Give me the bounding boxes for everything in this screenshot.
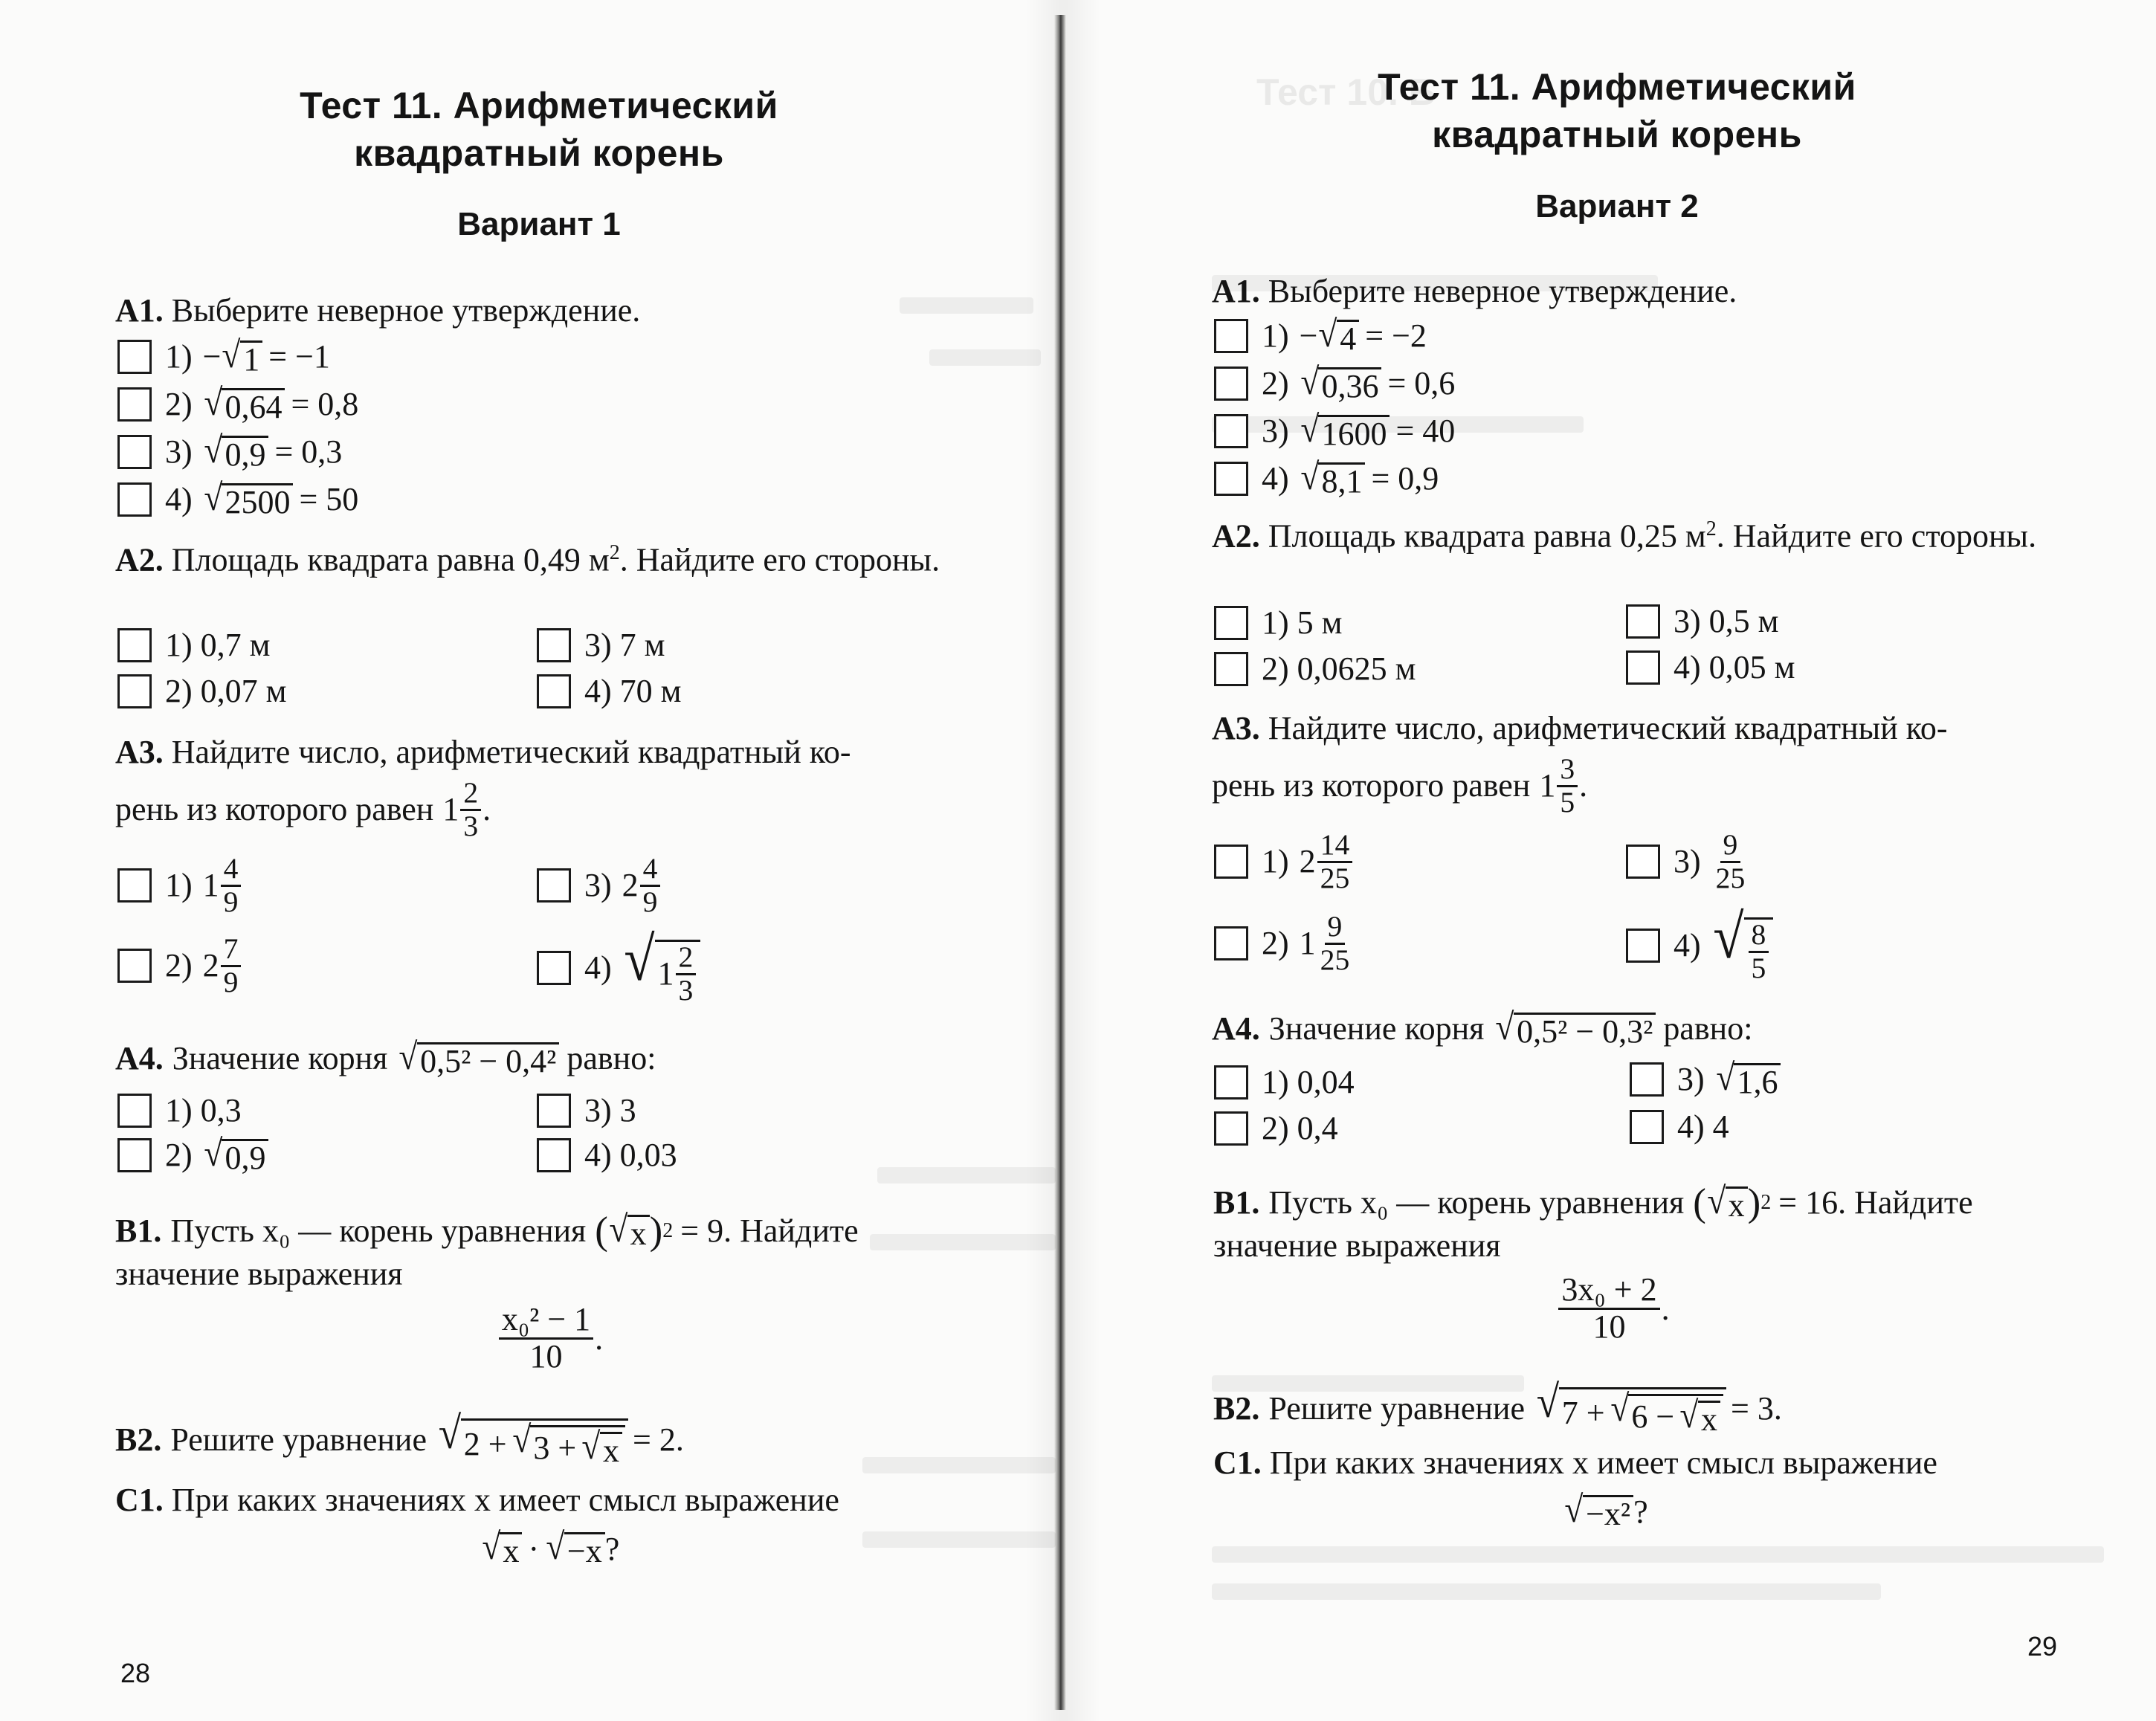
answer-checkbox[interactable] bbox=[117, 949, 152, 983]
answer-checkbox[interactable] bbox=[1214, 1111, 1248, 1146]
sqrt: √ 2500 bbox=[203, 479, 294, 520]
option-result: = 50 bbox=[299, 481, 359, 517]
answer-checkbox[interactable] bbox=[1214, 462, 1248, 496]
radicand: x bbox=[600, 1432, 622, 1468]
answer-checkbox[interactable] bbox=[1214, 367, 1248, 401]
question-text: Решите уравнение bbox=[170, 1421, 427, 1458]
answer-checkbox[interactable] bbox=[1214, 414, 1248, 448]
answer-checkbox[interactable] bbox=[117, 1094, 152, 1128]
answer-checkbox[interactable] bbox=[1630, 1110, 1664, 1144]
option bbox=[537, 853, 662, 917]
answer-checkbox[interactable] bbox=[117, 435, 152, 469]
option-text: 1) 0,04 bbox=[1262, 1064, 1355, 1100]
question-a2 bbox=[1212, 508, 2067, 558]
left-page bbox=[0, 0, 1063, 1721]
question-text: . Найдите его стороны. bbox=[1716, 517, 2037, 555]
option-text: 2) 0,0625 м bbox=[1262, 650, 1416, 687]
question-label: В2. bbox=[1213, 1389, 1260, 1427]
bleed-through bbox=[1212, 1546, 2104, 1563]
question-text: равно: bbox=[567, 1040, 656, 1076]
mixed-fraction bbox=[203, 934, 243, 998]
answer-checkbox[interactable] bbox=[1214, 319, 1248, 353]
option-number: 2) bbox=[1262, 365, 1289, 401]
answer-checkbox[interactable] bbox=[1626, 929, 1660, 963]
numerator: 4 bbox=[221, 853, 242, 887]
option bbox=[117, 336, 330, 378]
denominator: 9 bbox=[642, 885, 658, 918]
expression bbox=[1517, 1487, 1695, 1536]
question-a3 bbox=[1212, 708, 2067, 749]
option bbox=[1626, 903, 1773, 984]
option-number: 2) bbox=[165, 947, 193, 984]
expression bbox=[446, 1294, 654, 1383]
sqrt: √ −x² bbox=[1563, 1491, 1633, 1531]
radicand: x bbox=[1698, 1401, 1720, 1437]
fraction bbox=[640, 853, 661, 917]
bleed-through bbox=[862, 1531, 1056, 1548]
sqrt: √ 1600 bbox=[1300, 410, 1390, 451]
mixed-fraction bbox=[1539, 754, 1579, 818]
punctuation: . bbox=[1661, 1290, 1670, 1327]
radicand: 0,9 bbox=[222, 436, 268, 472]
sqrt: √ 0,36 bbox=[1300, 363, 1382, 404]
answer-checkbox[interactable] bbox=[1630, 1062, 1664, 1097]
answer-checkbox[interactable] bbox=[537, 951, 571, 985]
radicand: 8,1 bbox=[1318, 462, 1365, 499]
question-text: равно: bbox=[1663, 1010, 1753, 1047]
numerator: 2 bbox=[460, 778, 481, 811]
question-label: А2. bbox=[1212, 517, 1260, 555]
question-label: В2. bbox=[115, 1421, 162, 1458]
denominator: 3 bbox=[678, 973, 694, 1007]
question-b1-line2: значение выражения bbox=[115, 1256, 403, 1292]
question-text: Площадь квадрата равна 0,49 м bbox=[171, 541, 610, 578]
question-text: рень из которого равен bbox=[1212, 767, 1531, 804]
radicand bbox=[655, 940, 701, 1006]
question-a1 bbox=[1212, 271, 2067, 312]
sqrt: √ x bbox=[481, 1528, 523, 1569]
answer-checkbox[interactable] bbox=[1626, 604, 1660, 639]
option-sign: − bbox=[1299, 317, 1318, 354]
denominator: 10 bbox=[529, 1337, 563, 1375]
question-text: рень из которого равен bbox=[115, 791, 434, 828]
question-label: А2. bbox=[115, 541, 164, 578]
radicand-part: 3 + bbox=[533, 1429, 577, 1466]
answer-checkbox[interactable] bbox=[1626, 650, 1660, 685]
radicand: 1 bbox=[240, 340, 262, 377]
title-line-2: квадратный корень bbox=[1432, 114, 1802, 155]
option-number: 4) bbox=[1262, 460, 1289, 497]
fraction bbox=[1713, 830, 1749, 894]
sqrt: √ 1,6 bbox=[1715, 1059, 1781, 1100]
option bbox=[1214, 830, 1354, 894]
question-a3-line2 bbox=[115, 778, 963, 842]
question-text: Значение корня bbox=[1268, 1010, 1485, 1047]
option-result: = 0,8 bbox=[291, 386, 359, 422]
whole-part: 1 bbox=[1539, 767, 1556, 804]
punctuation: ? bbox=[1633, 1493, 1648, 1530]
radicand: −x bbox=[564, 1532, 605, 1569]
option-number: 2) bbox=[165, 1137, 193, 1173]
question-text: Найдите число, арифметический квадратный ко- bbox=[171, 734, 851, 770]
denominator: 10 bbox=[1592, 1308, 1626, 1345]
answer-checkbox[interactable] bbox=[117, 1138, 152, 1172]
question-a3 bbox=[115, 732, 963, 773]
radicand: 0,5² − 0,3² bbox=[1514, 1013, 1656, 1049]
numerator: x₀² − 1 bbox=[499, 1302, 593, 1339]
radicand: 1,6 bbox=[1734, 1063, 1781, 1100]
sqrt: √ 1 $\frac{2}{3}$ bbox=[622, 929, 701, 1006]
question-b1: В1. Пусть x₀ — корень уравнения ( √ x ) 2 = 9. Найдите bbox=[115, 1208, 859, 1253]
radicand: −x² bbox=[1583, 1495, 1633, 1531]
question-b1: В1. Пусть x₀ — корень уравнения ( √ x ) 2 = 16. Найдите bbox=[1213, 1180, 1973, 1224]
fraction bbox=[221, 934, 242, 998]
denominator: 25 bbox=[1715, 861, 1746, 894]
option bbox=[537, 671, 682, 712]
option bbox=[117, 624, 271, 666]
radicand: 4 bbox=[1337, 320, 1359, 356]
fraction bbox=[676, 942, 697, 1006]
page-number: 29 bbox=[2027, 1631, 2058, 1662]
numerator: 9 bbox=[1720, 830, 1741, 863]
option bbox=[1214, 911, 1354, 975]
sqrt: √ 8,1 bbox=[1300, 458, 1366, 499]
option bbox=[117, 1134, 268, 1176]
fraction bbox=[1749, 920, 1769, 984]
radicand: x bbox=[1726, 1186, 1748, 1223]
answer-checkbox[interactable] bbox=[537, 674, 571, 708]
question-label: А4. bbox=[1212, 1010, 1260, 1047]
option bbox=[1214, 602, 1343, 644]
question-a1 bbox=[115, 290, 970, 332]
punctuation: . bbox=[1579, 767, 1588, 804]
option-text: 1) 0,7 м bbox=[165, 627, 271, 663]
question-text: = 16. Найдите bbox=[1778, 1184, 1973, 1221]
question-text: Выберите неверное утверждение. bbox=[171, 292, 641, 329]
question-text: При каких значениях x имеет смысл выражение bbox=[1269, 1444, 1937, 1481]
option bbox=[117, 431, 342, 473]
question-text: При каких значениях x имеет смысл выражение bbox=[171, 1482, 839, 1518]
answer-checkbox[interactable] bbox=[1626, 845, 1660, 879]
option-number: 1) bbox=[1262, 843, 1289, 880]
sqrt: √ x bbox=[1706, 1182, 1748, 1223]
question-label: А3. bbox=[115, 734, 164, 770]
answer-checkbox[interactable] bbox=[117, 674, 152, 708]
option-text: 3) 3 bbox=[584, 1092, 636, 1129]
option-number: 1) bbox=[165, 867, 193, 904]
mixed-fraction bbox=[1300, 830, 1355, 894]
radicand-part: 7 + bbox=[1561, 1395, 1605, 1431]
mixed-fraction bbox=[442, 778, 482, 842]
question-text: Пусть x₀ — корень уравнения bbox=[1268, 1184, 1685, 1221]
option-text: 4) 0,05 м bbox=[1674, 649, 1795, 685]
question-a2 bbox=[115, 532, 955, 581]
option-text: 2) 0,4 bbox=[1262, 1110, 1338, 1146]
fraction bbox=[1317, 830, 1353, 894]
option-sign: − bbox=[202, 338, 222, 375]
denominator: 3 bbox=[463, 809, 479, 842]
radicand-part: 2 + bbox=[463, 1426, 507, 1462]
radicand-part: 6 − bbox=[1631, 1398, 1675, 1435]
numerator: 7 bbox=[221, 934, 242, 967]
sqrt: √ x bbox=[608, 1210, 650, 1251]
fraction bbox=[1317, 911, 1353, 975]
answer-checkbox[interactable] bbox=[537, 1094, 571, 1128]
right-page bbox=[1071, 0, 2156, 1721]
numerator: 14 bbox=[1317, 830, 1353, 863]
sqrt: √ $\frac{8}{5}$ bbox=[1711, 907, 1774, 984]
option-number: 3) bbox=[1674, 843, 1701, 880]
option-text: 2) 0,07 м bbox=[165, 673, 287, 709]
title-line-2: квадратный корень bbox=[354, 132, 724, 174]
radicand: x bbox=[627, 1215, 650, 1251]
radicand: 0,9 bbox=[222, 1139, 268, 1175]
sqrt: √ 0,5² − 0,4² bbox=[398, 1038, 559, 1079]
answer-checkbox[interactable] bbox=[117, 387, 152, 422]
punctuation: . bbox=[595, 1320, 604, 1357]
denominator: 25 bbox=[1320, 861, 1350, 894]
option-result: = −2 bbox=[1365, 317, 1427, 354]
answer-checkbox[interactable] bbox=[1214, 926, 1248, 960]
question-text: = 2. bbox=[633, 1421, 684, 1458]
radicand: 0,5² − 0,4² bbox=[417, 1042, 559, 1079]
page-title bbox=[1301, 63, 1933, 158]
question-text: Найдите число, арифметический квадратный ко- bbox=[1268, 710, 1948, 746]
denominator: 9 bbox=[223, 965, 239, 998]
answer-checkbox[interactable] bbox=[1214, 606, 1248, 640]
question-label: В1. bbox=[115, 1213, 162, 1249]
title-line-1: Тест 11. Арифметический bbox=[1378, 66, 1856, 108]
sqrt: √ 0,5² − 0,3² bbox=[1494, 1008, 1656, 1049]
expression bbox=[1494, 1264, 1732, 1353]
option bbox=[117, 853, 242, 917]
option-number: 4) bbox=[1674, 926, 1701, 963]
denominator: 5 bbox=[1560, 785, 1575, 818]
punctuation: . bbox=[482, 791, 491, 828]
question-c1 bbox=[115, 1479, 963, 1521]
question-label: А3. bbox=[1212, 710, 1260, 746]
question-text: = 3. bbox=[1731, 1389, 1782, 1427]
option-number: 1) bbox=[1262, 317, 1289, 354]
option bbox=[1214, 363, 1455, 404]
whole-part: 2 bbox=[622, 867, 639, 904]
option bbox=[1630, 1106, 1729, 1148]
question-b1-line2: значение выражения bbox=[1213, 1227, 1501, 1264]
question-label: А1. bbox=[1212, 273, 1260, 309]
page-title bbox=[223, 82, 855, 177]
radicand: 0,64 bbox=[222, 388, 285, 424]
sqrt: √ 6 − √ x bbox=[1610, 1389, 1723, 1437]
variant-heading: Вариант 1 bbox=[457, 206, 621, 242]
sqrt: √ −x bbox=[545, 1528, 605, 1569]
option bbox=[117, 1090, 242, 1131]
question-a4 bbox=[1212, 1008, 2067, 1050]
answer-checkbox[interactable] bbox=[117, 628, 152, 662]
option-text: 1) 5 м bbox=[1262, 604, 1343, 641]
question-label: А4. bbox=[115, 1040, 164, 1076]
answer-checkbox[interactable] bbox=[537, 868, 571, 903]
question-a3-line2 bbox=[1212, 754, 2067, 818]
numerator: 3 bbox=[1557, 754, 1578, 787]
numerator: 8 bbox=[1749, 920, 1769, 953]
question-text: . Найдите его стороны. bbox=[619, 541, 940, 578]
bleed-through bbox=[1212, 1583, 1881, 1600]
answer-checkbox[interactable] bbox=[1214, 845, 1248, 879]
question-a4 bbox=[115, 1038, 963, 1079]
answer-checkbox[interactable] bbox=[1214, 652, 1248, 686]
sqrt: √ 0,64 bbox=[203, 384, 285, 424]
option bbox=[117, 479, 358, 520]
mixed-fraction bbox=[1300, 911, 1355, 975]
option-number: 3) bbox=[165, 433, 193, 470]
option-text: 4) 70 м bbox=[584, 673, 682, 709]
fraction bbox=[1557, 754, 1578, 818]
answer-checkbox[interactable] bbox=[117, 482, 152, 517]
question-label: А1. bbox=[115, 292, 164, 329]
bleed-through: Тест 10. Б bbox=[1256, 71, 1436, 113]
superscript: 2 bbox=[1705, 517, 1717, 540]
numerator: 4 bbox=[640, 853, 661, 887]
fraction bbox=[221, 853, 242, 917]
option-number: 4) bbox=[165, 481, 193, 517]
question-text: Значение корня bbox=[172, 1040, 388, 1076]
option bbox=[1626, 830, 1749, 894]
sqrt: √ 0,9 bbox=[203, 1134, 269, 1175]
question-text: Решите уравнение bbox=[1268, 1389, 1525, 1427]
option bbox=[1630, 1056, 1781, 1101]
expression bbox=[416, 1524, 684, 1573]
answer-checkbox[interactable] bbox=[117, 340, 152, 374]
option bbox=[117, 671, 287, 712]
title-line-1: Тест 11. Арифметический bbox=[300, 85, 778, 126]
option-text: 4) 4 bbox=[1677, 1108, 1729, 1145]
option bbox=[537, 1134, 677, 1176]
option-text: 1) 0,3 bbox=[165, 1092, 242, 1129]
answer-checkbox[interactable] bbox=[537, 628, 571, 662]
question-text: Выберите неверное утверждение. bbox=[1268, 273, 1737, 309]
radicand: 0,36 bbox=[1318, 367, 1381, 404]
option-result: = 40 bbox=[1395, 413, 1456, 449]
bleed-through bbox=[929, 349, 1041, 366]
sqrt: √ x bbox=[1679, 1396, 1720, 1437]
whole-part: 2 bbox=[1299, 843, 1316, 880]
question-c1 bbox=[1213, 1442, 2076, 1484]
question-text: Пусть x₀ — корень уравнения bbox=[170, 1213, 587, 1249]
radicand: 2500 bbox=[222, 483, 293, 520]
option-number: 4) bbox=[584, 949, 612, 986]
denominator: 9 bbox=[223, 885, 239, 918]
whole-part: 2 bbox=[202, 947, 219, 984]
numerator: 3x₀ + 2 bbox=[1558, 1273, 1659, 1309]
whole-part: 1 bbox=[442, 791, 459, 828]
numerator: 2 bbox=[676, 942, 697, 975]
denominator: 25 bbox=[1320, 943, 1350, 976]
option bbox=[537, 1090, 636, 1131]
option-text: 4) 0,03 bbox=[584, 1137, 677, 1173]
option-result: = 0,3 bbox=[274, 433, 343, 470]
option bbox=[1626, 601, 1779, 642]
option bbox=[537, 624, 665, 666]
option bbox=[117, 381, 359, 426]
denominator: 5 bbox=[1751, 951, 1766, 984]
option bbox=[1214, 648, 1416, 690]
bleed-through bbox=[877, 1167, 1056, 1184]
answer-checkbox[interactable] bbox=[117, 868, 152, 903]
whole-part: 1 bbox=[1299, 925, 1316, 962]
answer-checkbox[interactable] bbox=[537, 1138, 571, 1172]
whole-part: 1 bbox=[202, 867, 219, 904]
answer-checkbox[interactable] bbox=[1214, 1065, 1248, 1100]
sqrt: √ 7 + √ 6 − √ x bbox=[1535, 1380, 1726, 1437]
option bbox=[1214, 1062, 1355, 1103]
punctuation: ? bbox=[604, 1530, 620, 1567]
option-text: 3) 0,5 м bbox=[1674, 603, 1779, 639]
option bbox=[117, 934, 242, 998]
option-number: 3) bbox=[1677, 1061, 1705, 1097]
radicand: 1600 bbox=[1318, 415, 1390, 451]
sqrt: √ 3 + √ x bbox=[511, 1421, 625, 1468]
superscript: 2 bbox=[609, 541, 620, 564]
fraction bbox=[499, 1302, 593, 1373]
whole-part: 1 bbox=[657, 955, 674, 992]
numerator: 9 bbox=[1325, 911, 1346, 945]
option-result: = −1 bbox=[268, 338, 330, 375]
sqrt: √ 1 bbox=[221, 336, 262, 377]
fraction bbox=[460, 778, 481, 842]
question-b2 bbox=[1213, 1377, 2068, 1438]
page-number: 28 bbox=[120, 1658, 151, 1688]
option-number: 2) bbox=[165, 386, 193, 422]
option-number: 1) bbox=[165, 338, 193, 375]
mixed-fraction bbox=[203, 853, 243, 917]
option-number: 3) bbox=[584, 867, 612, 904]
question-label: С1. bbox=[1213, 1444, 1262, 1481]
option bbox=[1214, 410, 1455, 452]
option bbox=[1214, 458, 1439, 500]
mixed-fraction bbox=[622, 853, 662, 917]
option bbox=[1626, 647, 1795, 688]
fraction bbox=[1558, 1273, 1659, 1343]
question-text: = 9. Найдите bbox=[680, 1213, 859, 1249]
variant-heading: Вариант 2 bbox=[1535, 188, 1699, 225]
sqrt: √ 2 + √ 3 + √ x bbox=[437, 1411, 628, 1468]
question-text: Площадь квадрата равна 0,25 м bbox=[1268, 517, 1706, 555]
sqrt: √ 0,9 bbox=[203, 431, 269, 472]
option bbox=[1214, 315, 1427, 357]
option-text: 3) 7 м bbox=[584, 627, 665, 663]
question-b2 bbox=[115, 1408, 963, 1469]
option bbox=[1214, 1108, 1338, 1149]
option-number: 3) bbox=[1262, 413, 1289, 449]
question-label: В1. bbox=[1213, 1184, 1260, 1221]
option-result: = 0,9 bbox=[1371, 460, 1439, 497]
operator: · bbox=[528, 1530, 540, 1567]
option-number: 2) bbox=[1262, 925, 1289, 962]
sqrt: √ x bbox=[581, 1427, 622, 1468]
option-result: = 0,6 bbox=[1387, 365, 1456, 401]
option bbox=[537, 926, 700, 1007]
radicand: x bbox=[500, 1532, 522, 1569]
sqrt: √ 4 bbox=[1317, 315, 1359, 356]
question-label: С1. bbox=[115, 1482, 164, 1518]
